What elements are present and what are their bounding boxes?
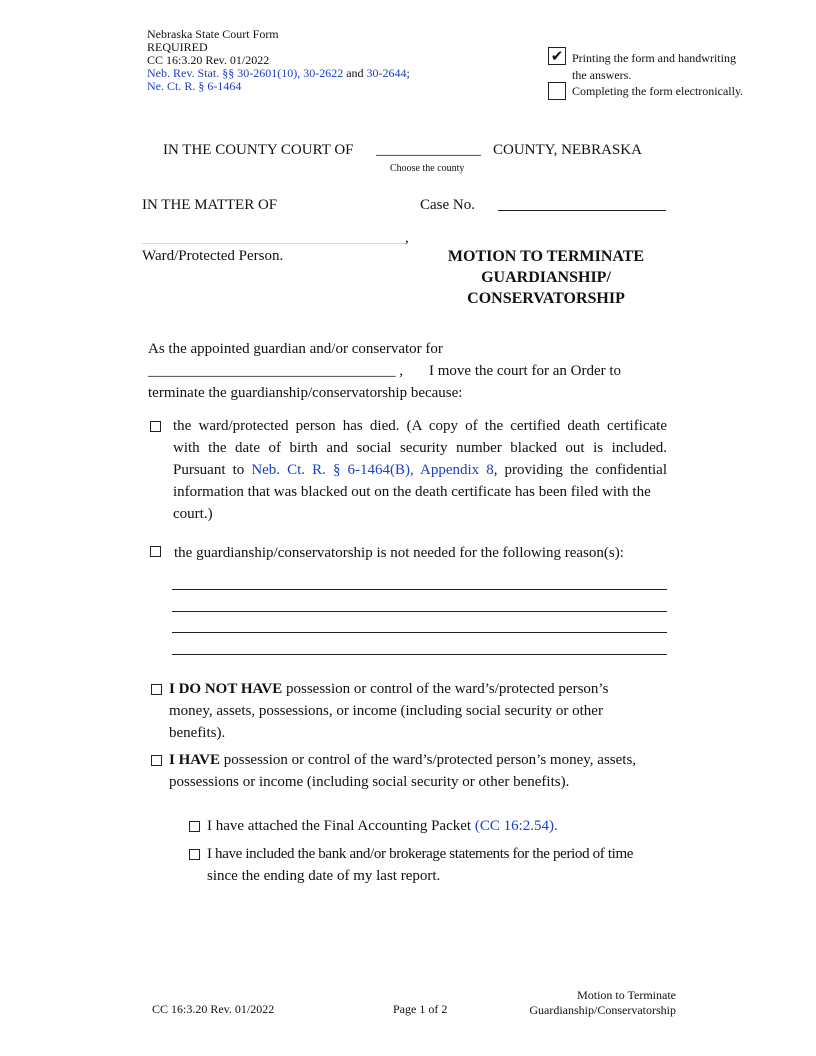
bank-statements-checkbox[interactable]	[189, 849, 200, 860]
do-not-have-text: I DO NOT HAVE possession or control of the ward’s/protected person’s money, assets, possessions, or income (including social security or other benefits).	[169, 681, 609, 741]
footer-form-id: CC 16:3.20 Rev. 01/2022	[152, 1002, 275, 1016]
died-reason-text: the ward/protected person has died. (A copy of the certified death certificate with the date of birth and social security number blacked out is included. Pursuant to Neb. Ct. R. § 6-1464(B), Appendix 8, providing the confidential information that was blacked out on the death certificate has been filed with the court.)	[173, 418, 667, 522]
died-checkbox[interactable]	[150, 421, 161, 432]
statute-link-2644[interactable]: 30-2644	[366, 66, 407, 80]
do-not-have-checkbox[interactable]	[151, 684, 162, 695]
court-rule-appendix-link[interactable]: Neb. Ct. R. § 6-1464(B), Appendix 8	[251, 462, 494, 478]
electronic-option-checkbox[interactable]	[548, 82, 566, 100]
court-prefix: IN THE COUNTY COURT OF	[163, 142, 354, 158]
form-required: REQUIRED	[147, 40, 208, 54]
intro-line-1: As the appointed guardian and/or conservator for	[148, 341, 443, 357]
electronic-option-label: Completing the form electronically.	[572, 84, 744, 98]
footer-page-number: Page 1 of 2	[393, 1002, 448, 1016]
guardian-for-blank[interactable]: _________________________________ ,	[148, 363, 403, 379]
ward-comma: ,	[405, 230, 409, 246]
ward-name-field[interactable]	[142, 243, 406, 244]
form-agency: Nebraska State Court Form	[147, 27, 279, 41]
print-option-checkbox[interactable]	[548, 47, 566, 65]
reason-line[interactable]	[172, 589, 667, 590]
statute-citation: Neb. Rev. Stat. §§ 30-2601(10), 30-2622 and 30-2644;	[147, 66, 410, 80]
case-number-label: Case No.	[420, 197, 475, 213]
final-accounting-checkbox[interactable]	[189, 821, 200, 832]
have-text: I HAVE possession or control of the ward’s/protected person’s money, assets, possessions or income (including social security or other benefits).	[169, 752, 637, 790]
check-icon: ✔	[550, 47, 564, 65]
ward-label: Ward/Protected Person.	[142, 248, 284, 264]
case-number-field[interactable]	[498, 210, 666, 211]
have-checkbox[interactable]	[151, 755, 162, 766]
statute-link[interactable]: Neb. Rev. Stat. §§ 30-2601(10), 30-2622	[147, 66, 344, 80]
reason-line[interactable]	[172, 632, 667, 633]
court-rule-link[interactable]: Ne. Ct. R. § 6-1464	[147, 79, 242, 93]
reason-line[interactable]	[172, 611, 667, 612]
not-needed-reason-text: the guardianship/conservatorship is not needed for the following reason(s):	[174, 545, 624, 561]
form-number: CC 16:3.20 Rev. 01/2022	[147, 53, 270, 67]
print-option-label: Printing the form and handwriting the answers.	[572, 51, 736, 82]
intro-line-3: terminate the guardianship/conservatorship because:	[148, 385, 463, 401]
county-hint: Choose the county	[390, 163, 465, 174]
footer-title: Motion to Terminate Guardianship/Conservatorship	[529, 988, 676, 1017]
form-header	[147, 28, 410, 93]
not-needed-checkbox[interactable]	[150, 546, 161, 557]
reason-line[interactable]	[172, 654, 667, 655]
bank-statements-text: I have included the bank and/or brokerage statements for the period of time since the ending date of my last report.	[207, 846, 634, 884]
intro-line-2: I move the court for an Order to	[429, 363, 622, 379]
county-blank[interactable]: ______________	[376, 142, 481, 158]
final-accounting-text: I have attached the Final Accounting Packet (CC 16:2.54).	[207, 818, 558, 834]
document-title: MOTION TO TERMINATE GUARDIANSHIP/ CONSERVATORSHIP	[447, 248, 645, 307]
court-suffix: COUNTY, NEBRASKA	[493, 142, 642, 158]
final-accounting-link[interactable]: (CC 16:2.54).	[474, 818, 558, 834]
in-the-matter-of: IN THE MATTER OF	[142, 197, 278, 213]
